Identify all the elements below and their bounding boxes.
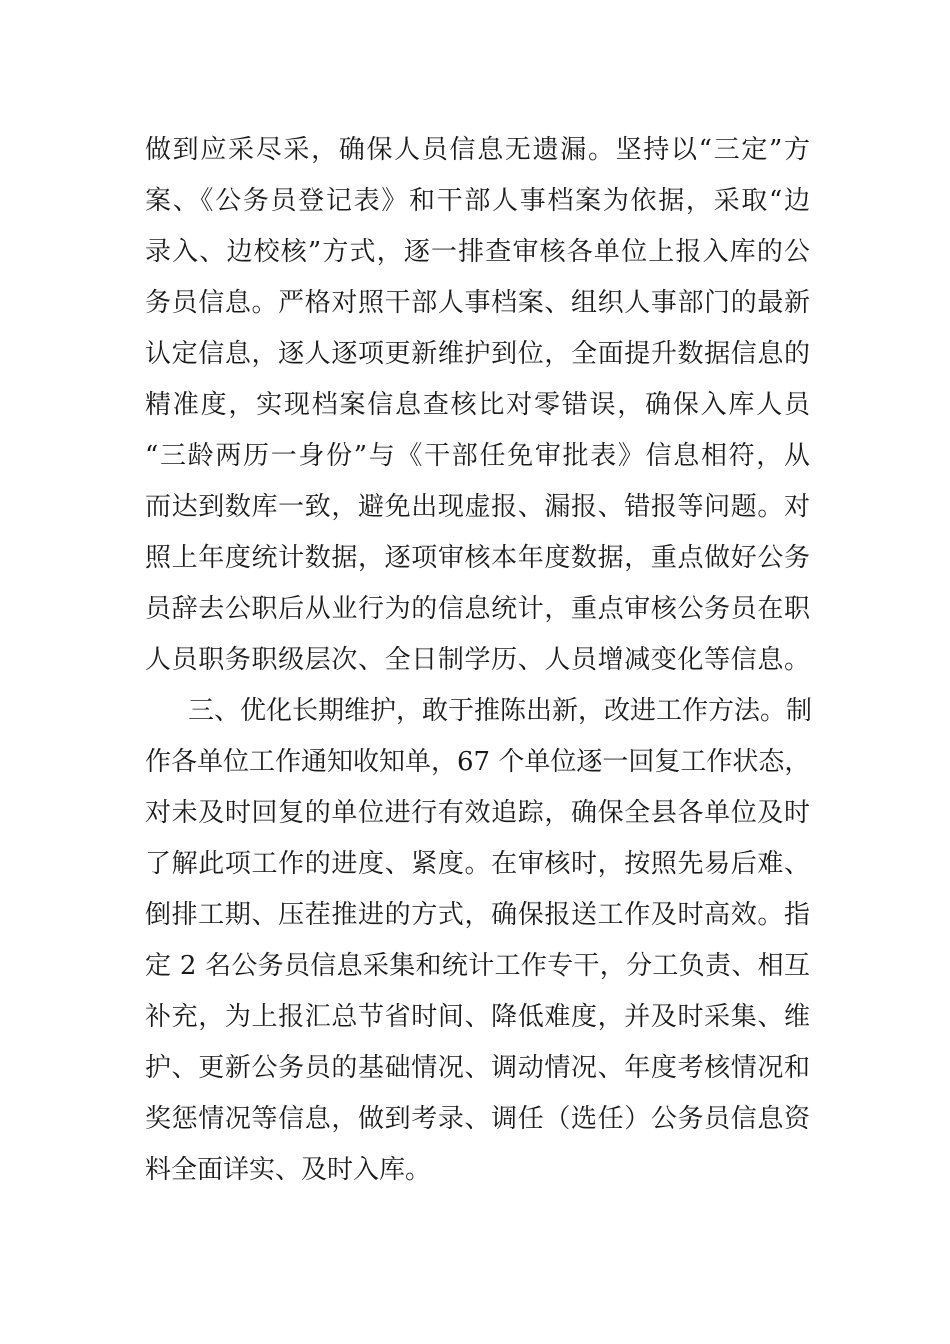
paragraph-line: 人员职务职级层次、全日制学历、人员增减变化等信息。: [145, 645, 810, 675]
paragraph-line: 照上年度统计数据，逐项审核本年度数据，重点做好公务: [145, 543, 810, 573]
document-body: [145, 125, 813, 1196]
paragraph-line: 务员信息。严格对照干部人事档案、组织人事部门的最新: [145, 288, 810, 318]
paragraph-line: 护、更新公务员的基础情况、调动情况、年度考核情况和: [145, 1053, 810, 1083]
paragraph-line: 对未及时回复的单位进行有效追踪，确保全县各单位及时: [145, 798, 810, 828]
paragraph-line: 认定信息，逐人逐项更新维护到位，全面提升数据信息的: [145, 339, 810, 369]
paragraph-line: 补充，为上报汇总节省时间、降低难度，并及时采集、维: [145, 1002, 810, 1032]
paragraph-line: 录入、边校核”方式，逐一排查审核各单位上报入库的公: [145, 237, 810, 267]
paragraph-line-heading: 三、优化长期维护，敢于推陈出新，改进工作方法。制: [188, 696, 813, 726]
paragraph-line: 了解此项工作的进度、紧度。在审核时，按照先易后难、: [145, 849, 810, 879]
paragraph-line: 精准度，实现档案信息查核比对零错误，确保入库人员: [145, 390, 810, 420]
paragraph-line: 做到应采尽采，确保人员信息无遗漏。坚持以“三定”方: [145, 135, 810, 165]
paragraph-2: [145, 686, 813, 1196]
paragraph-line: 定 2 名公务员信息采集和统计工作专干，分工负责、相互: [145, 951, 810, 981]
paragraph-line: “三龄两历一身份”与《干部任免审批表》信息相符，从: [145, 441, 810, 471]
paragraph-line: 而达到数库一致，避免出现虚报、漏报、错报等问题。对: [145, 492, 810, 522]
paragraph-line: 员辞去公职后从业行为的信息统计，重点审核公务员在职: [145, 594, 810, 624]
paragraph-line: 作各单位工作通知收知单，67 个单位逐一回复工作状态，: [145, 747, 811, 777]
paragraph-line: 奖惩情况等信息，做到考录、调任（选任）公务员信息资: [145, 1104, 810, 1134]
paragraph-line: 倒排工期、压茬推进的方式，确保报送工作及时高效。指: [145, 900, 810, 930]
paragraph-1: [145, 125, 810, 686]
paragraph-line-last: 料全面详实、及时入库。: [145, 1155, 432, 1185]
paragraph-line: 案、《公务员登记表》和干部人事档案为依据，采取“边: [145, 186, 810, 216]
